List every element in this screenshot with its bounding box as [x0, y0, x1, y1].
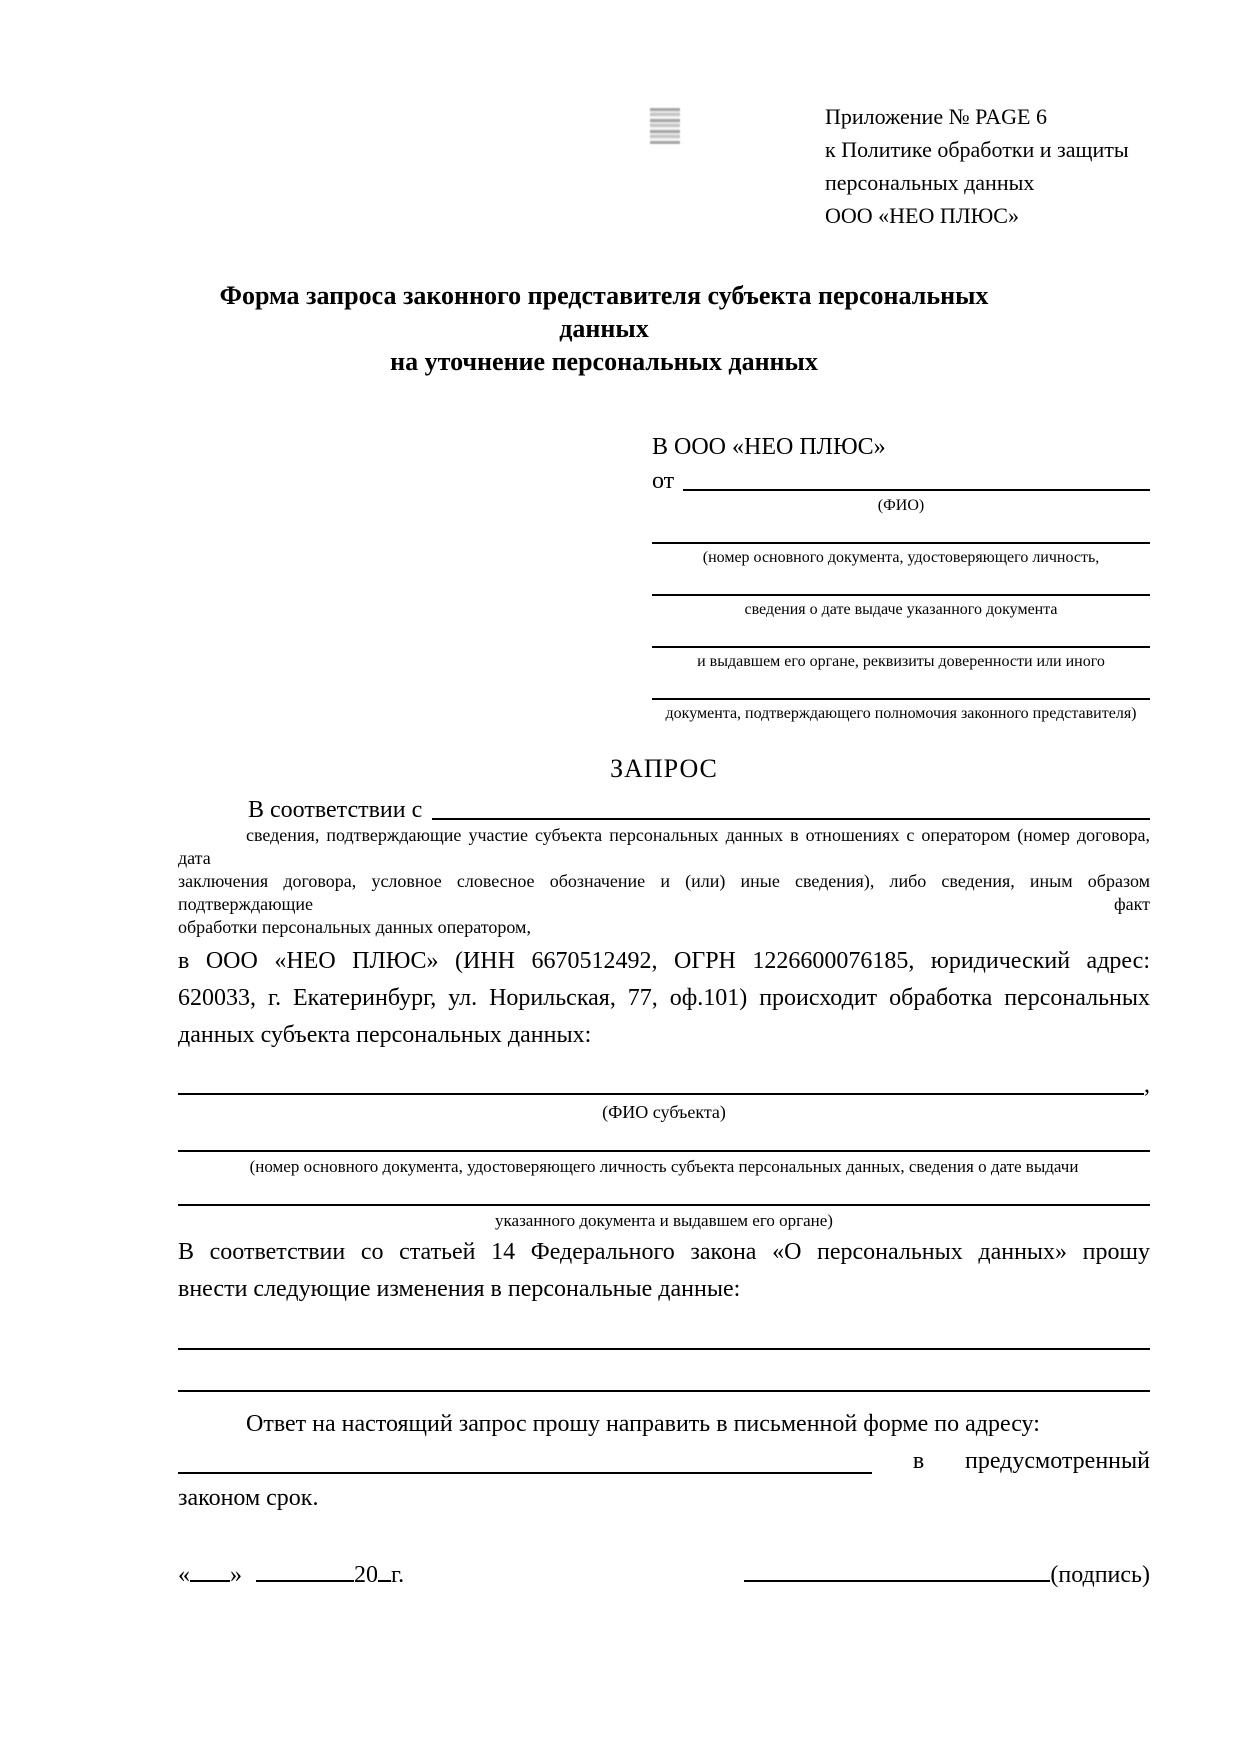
- signature-caption: (подпись): [1050, 1562, 1150, 1588]
- subject-doc-field: [178, 1150, 1150, 1178]
- from-blank-line: [683, 489, 1150, 491]
- intro-label: В соответствии с: [248, 797, 423, 823]
- changes-blank-line-2: [178, 1390, 1150, 1392]
- appendix-line: ООО «НЕО ПЛЮС»: [825, 203, 1019, 228]
- footer-row: [178, 1562, 1150, 1589]
- rep-doc-blank-line: [652, 568, 1150, 596]
- article-line: В соответствии со статьей 14 Федерального закона «О персональных данных» прошу: [178, 1239, 1150, 1265]
- subject-doc-caption: (номер основного документа, удостоверяющего личность субъекта персональных данных, сведения о дате выдачи: [249, 1157, 1079, 1176]
- signature-block: [744, 1562, 1150, 1589]
- appendix-header: [825, 100, 1155, 232]
- changes-blank-line-1: [178, 1348, 1150, 1350]
- subject-doc-blank-line: [178, 1150, 1150, 1152]
- recipient-block: [652, 434, 1150, 724]
- rep-doc-field: [652, 516, 1150, 568]
- rep-doc-caption: документа, подтверждающего полномочия законного представителя): [665, 705, 1137, 722]
- fine-print-line: сведения, подтверждающие участие субъекта персональных данных в отношениях с оператором (номер договора, дата: [178, 825, 1150, 868]
- quote-close: »: [230, 1562, 242, 1588]
- form-title: [178, 279, 1030, 378]
- rep-doc-field: [652, 620, 1150, 672]
- operator-paragraph: [178, 943, 1150, 1054]
- month-blank-line: [256, 1576, 354, 1582]
- answer-sentence: Ответ на настоящий запрос прошу направить в письменной форме по адресу:: [246, 1411, 1040, 1437]
- request-heading: ЗАПРОС: [610, 754, 718, 783]
- intro-row: [178, 797, 1150, 824]
- year-suffix: г.: [391, 1562, 405, 1588]
- rep-doc-blank-line: [652, 672, 1150, 700]
- operator-line: данных субъекта персональных данных:: [178, 1022, 592, 1048]
- rep-doc-caption: сведения о дате выдаче указанного документа: [744, 601, 1058, 618]
- date-block: [178, 1562, 404, 1589]
- fine-print-line: обработки персональных данных оператором,: [178, 917, 531, 937]
- rep-doc-field: [652, 568, 1150, 620]
- year-blank-line: [378, 1576, 391, 1582]
- operator-line: в ООО «НЕО ПЛЮС» (ИНН 6670512492, ОГРН 1226600076185, юридический адрес:: [178, 948, 1150, 974]
- rep-doc-blank-line: [652, 620, 1150, 648]
- rep-doc-caption: и выдавшем его органе, реквизиты доверенности или иного: [697, 653, 1105, 670]
- from-row: [652, 468, 1150, 495]
- from-label: от: [652, 468, 675, 494]
- fine-print: [178, 824, 1150, 939]
- appendix-line: Приложение № PAGE 6: [825, 104, 1047, 129]
- rep-doc-blank-line: [652, 516, 1150, 544]
- subject-comma: ,: [1144, 1072, 1150, 1098]
- subject-doc-field: [178, 1204, 1150, 1232]
- year-prefix: 20: [354, 1562, 378, 1588]
- appendix-line: персональных данных: [825, 170, 1035, 195]
- header-row: [178, 100, 1150, 232]
- operator-line: 620033, г. Екатеринбург, ул. Норильская, 77, оф.101) происходит обработка персональных: [178, 985, 1150, 1011]
- article-paragraph: [178, 1234, 1150, 1308]
- recipient-org: В ООО «НЕО ПЛЮС»: [652, 434, 886, 460]
- day-blank-line: [190, 1576, 230, 1582]
- fio-caption: (ФИО): [877, 497, 925, 514]
- field-code-artifact-icon: [650, 108, 680, 144]
- quote-open: «: [178, 1562, 190, 1588]
- subject-doc-blank-line: [178, 1204, 1150, 1206]
- rep-doc-caption: (номер основного документа, удостоверяющего личность,: [702, 549, 1100, 566]
- fine-print-line: заключения договора, условное словесное обозначение и (или) иные сведения), либо сведения, иным образом подтверждающие факт: [178, 871, 1150, 914]
- answer-tail-row: [178, 1444, 1150, 1478]
- subject-doc-caption: указанного документа и выдавшем его органе): [495, 1211, 833, 1230]
- intro-blank-line: [432, 818, 1150, 820]
- answer-blank-line: [178, 1472, 872, 1474]
- form-title-line-1: Форма запроса законного представителя субъекта персональных данных: [219, 281, 989, 343]
- answer-tail-line2: законом срок.: [178, 1485, 319, 1511]
- article-line: внести следующие изменения в персональные данные:: [178, 1276, 741, 1302]
- answer-word-v: в: [912, 1448, 925, 1474]
- page-content: [178, 0, 1150, 1589]
- rep-doc-field: [652, 672, 1150, 724]
- form-title-line-2: на уточнение персональных данных: [390, 347, 818, 376]
- signature-blank-line: [744, 1576, 1050, 1582]
- subject-fio-caption: (ФИО субъекта): [602, 1102, 726, 1122]
- appendix-line: к Политике обработки и защиты: [825, 137, 1129, 162]
- subject-blank-line: [178, 1093, 1144, 1095]
- answer-word-predusmotrenny: предусмотренный: [964, 1448, 1150, 1474]
- subject-blank-row: [178, 1072, 1150, 1099]
